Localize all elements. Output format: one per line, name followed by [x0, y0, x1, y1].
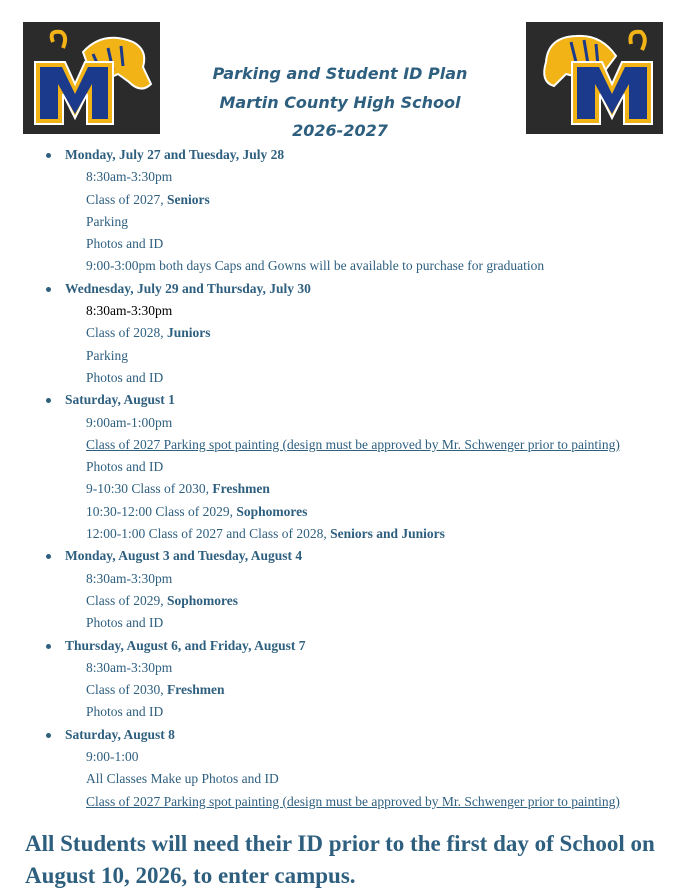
item-emphasis: Seniors: [167, 191, 210, 207]
item-text: Photos and ID: [86, 236, 164, 252]
schedule-item: [0, 478, 695, 500]
schedule-item: [0, 166, 695, 188]
schedule-section: [0, 724, 695, 813]
title-line: Martin County High School: [219, 92, 461, 112]
item-text: Photos and ID: [86, 369, 164, 385]
schedule-item: [0, 791, 695, 813]
item-emphasis: Freshmen: [167, 682, 225, 698]
item-text: 8:30am-3:30pm: [86, 169, 173, 185]
title-line: 2026-2027: [292, 121, 388, 140]
schedule-item: [0, 367, 695, 389]
section-heading-text: Monday, July 27 and Tuesday, July 28: [65, 147, 285, 162]
document-title: [190, 60, 490, 146]
footer-line: All Students will need their ID prior to the first day of School on: [25, 831, 655, 856]
footer-notice: [25, 828, 685, 892]
section-heading-text: Wednesday, July 29 and Thursday, July 30: [65, 280, 311, 296]
schedule-item: [0, 345, 695, 367]
item-emphasis: Juniors: [167, 325, 211, 341]
item-text: 10:30-12:00 Class of 2029,: [86, 503, 237, 519]
item-emphasis: Sophomores: [236, 503, 308, 519]
parking-painting-link[interactable]: Class of 2027 Parking spot painting (design must be approved by Mr. Schwenger prior to painting): [86, 793, 620, 809]
schedule-item: [0, 612, 695, 634]
item-emphasis: Freshmen: [212, 481, 270, 497]
schedule-item: [0, 501, 695, 523]
schedule-item: [0, 679, 695, 701]
section-heading-text: Thursday, August 6, and Friday, August 7: [65, 637, 306, 653]
schedule-section: [0, 144, 695, 278]
item-text: 8:30am-3:30pm: [86, 303, 173, 319]
schedule-item: [0, 211, 695, 233]
bullet-icon: [46, 733, 51, 738]
bullet-icon: [46, 644, 51, 649]
item-text: Photos and ID: [86, 615, 164, 631]
bullet-icon: [46, 153, 51, 158]
item-text: 9:00-3:00pm both days Caps and Gowns will be available to purchase for graduation: [86, 258, 545, 274]
schedule-section: [0, 278, 695, 389]
section-heading: [0, 144, 695, 166]
tiger-m-logo-icon: [23, 22, 160, 134]
schedule-item: [0, 434, 695, 456]
schedule-item: [0, 768, 695, 790]
schedule-item: [0, 568, 695, 590]
schedule-item: [0, 523, 695, 545]
footer-line: August 10, 2026, to enter campus.: [25, 863, 356, 888]
item-text: 8:30am-3:30pm: [86, 570, 173, 586]
item-text: 9-10:30 Class of 2030,: [86, 481, 213, 497]
schedule-item: [0, 300, 695, 322]
item-text: 9:00am-1:00pm: [86, 414, 173, 430]
schedule-list: [0, 144, 695, 813]
item-text: 8:30am-3:30pm: [86, 659, 173, 675]
section-heading: [0, 635, 695, 657]
item-text: Class of 2028,: [86, 325, 167, 341]
item-text: Class of 2027,: [86, 191, 167, 207]
title-line: Parking and Student ID Plan: [212, 64, 468, 83]
schedule-item: [0, 233, 695, 255]
section-heading-text: Saturday, August 1: [65, 392, 175, 408]
schedule-section: [0, 545, 695, 634]
item-text: Photos and ID: [86, 459, 164, 475]
section-heading: [0, 278, 695, 300]
schedule-item: [0, 701, 695, 723]
schedule-item: [0, 746, 695, 768]
schedule-item: [0, 255, 695, 277]
section-heading-text: Saturday, August 8: [65, 726, 175, 742]
schedule-item: [0, 412, 695, 434]
item-text: Parking: [86, 347, 128, 363]
item-text: Class of 2030,: [86, 682, 167, 698]
item-text: Photos and ID: [86, 704, 164, 720]
item-text: All Classes Make up Photos and ID: [86, 771, 279, 787]
parking-painting-link[interactable]: Class of 2027 Parking spot painting (design must be approved by Mr. Schwenger prior to painting): [86, 436, 620, 452]
tiger-m-logo-icon: [526, 22, 663, 134]
item-emphasis: Seniors and Juniors: [330, 526, 445, 542]
schedule-item: [0, 189, 695, 211]
item-text: Class of 2029,: [86, 592, 167, 608]
bullet-icon: [46, 554, 51, 559]
section-heading-text: Monday, August 3 and Tuesday, August 4: [65, 548, 303, 564]
schedule-item: [0, 657, 695, 679]
section-heading: [0, 724, 695, 746]
schedule-section: [0, 635, 695, 724]
item-text: Parking: [86, 213, 128, 229]
schedule-section: [0, 389, 695, 545]
school-logo-right: [526, 22, 663, 134]
bullet-icon: [46, 287, 51, 292]
schedule-item: [0, 456, 695, 478]
section-heading: [0, 545, 695, 567]
item-emphasis: Sophomores: [167, 592, 239, 608]
section-heading: [0, 389, 695, 411]
item-text: 9:00-1:00: [86, 749, 139, 765]
school-logo-left: [23, 22, 160, 134]
item-text: 12:00-1:00 Class of 2027 and Class of 2028,: [86, 526, 331, 542]
bullet-icon: [46, 398, 51, 403]
schedule-item: [0, 322, 695, 344]
schedule-item: [0, 590, 695, 612]
